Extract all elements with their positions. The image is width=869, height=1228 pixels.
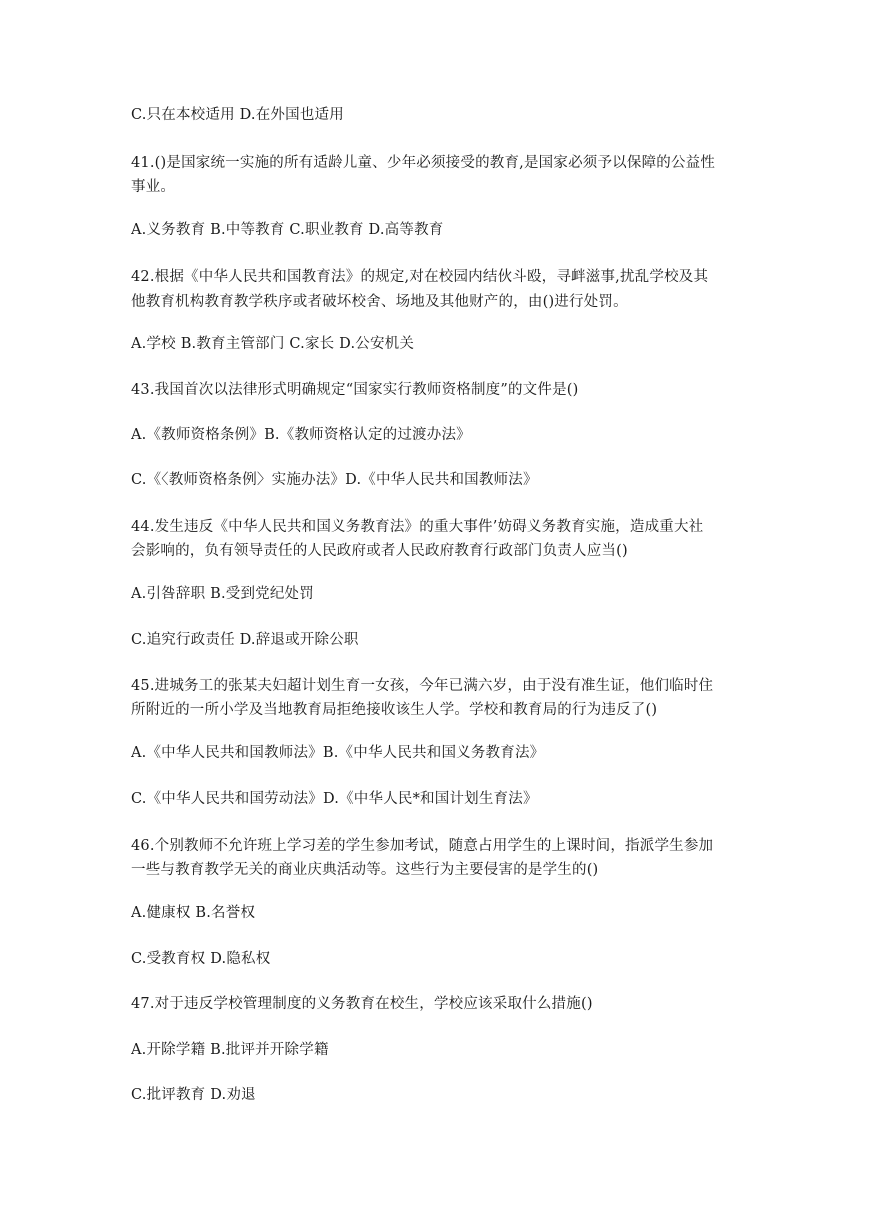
- question-46-options-cd: C.受教育权 D.隐私权: [131, 951, 271, 967]
- question-47-options-cd: C.批评教育 D.劝退: [131, 1087, 256, 1103]
- question-47-line-1: 47.对于违反学校管理制度的义务教育在校生，学校应该采取什么措施(): [131, 996, 593, 1012]
- question-44-line-1: 44.发生违反《中华人民共和国义务教育法》的重大事件’妨碍义务教育实施，造成重大社: [131, 519, 704, 535]
- question-44-line-2: 会影响的，负有领导责任的人民政府或者人民政府教育行政部门负责人应当(): [131, 543, 628, 559]
- question-46-line-1: 46.个别教师不允许班上学习差的学生参加考试，随意占用学生的上课时间，指派学生参加: [131, 838, 714, 854]
- question-45-line-2: 所附近的一所小学及当地教育局拒绝接收该生人学。学校和教育局的行为违反了(): [131, 702, 658, 718]
- question-41-line-2: 事业。: [131, 179, 176, 195]
- text-line-answer-options: C.只在本校适用 D.在外国也适用: [131, 107, 344, 123]
- question-45-options-ab: A.《中华人民共和国教师法》B.《中华人民共和国义务教育法》: [131, 745, 545, 761]
- question-42-line-2: 他教育机构教育教学秩序或者破坏校舍、场地及其他财产的，由()进行处罚。: [131, 294, 628, 310]
- question-42-options: A.学校 B.教育主管部门 C.家长 D.公安机关: [131, 336, 415, 352]
- question-47-options-ab: A.开除学籍 B.批评并开除学籍: [131, 1042, 329, 1058]
- question-43-line-1: 43.我国首次以法律形式明确规定“国家实行教师资格制度”的文件是(): [131, 382, 579, 398]
- question-43-options-cd: C.《〈教师资格条例〉实施办法》D.《中华人民共和国教师法》: [131, 472, 538, 488]
- question-46-options-ab: A.健康权 B.名誉权: [131, 905, 256, 921]
- question-45-options-cd: C.《中华人民共和国劳动法》D.《中华人民*和国计划生育法》: [131, 791, 538, 807]
- question-44-options-cd: C.追究行政责任 D.辞退或开除公职: [131, 632, 359, 648]
- question-41-line-1: 41.()是国家统一实施的所有适龄儿童、少年必须接受的教育,是国家必须予以保障的公益性: [131, 155, 716, 171]
- question-42-line-1: 42.根据《中华人民共和国教育法》的规定,对在校园内结伙斗殴，寻衅滋事,扰乱学校及其: [131, 269, 709, 285]
- question-46-line-2: 一些与教育教学无关的商业庆典活动等。这些行为主要侵害的是学生的(): [131, 862, 599, 878]
- question-44-options-ab: A.引咎辞职 B.受到党纪处罚: [131, 586, 314, 602]
- question-45-line-1: 45.进城务工的张某夫妇超计划生育一女孩，今年已满六岁，由于没有准生证，他们临时住: [131, 678, 714, 694]
- question-43-options-ab: A.《教师资格条例》B.《教师资格认定的过渡办法》: [131, 427, 471, 443]
- question-41-options: A.义务教育 B.中等教育 C.职业教育 D.高等教育: [131, 222, 444, 238]
